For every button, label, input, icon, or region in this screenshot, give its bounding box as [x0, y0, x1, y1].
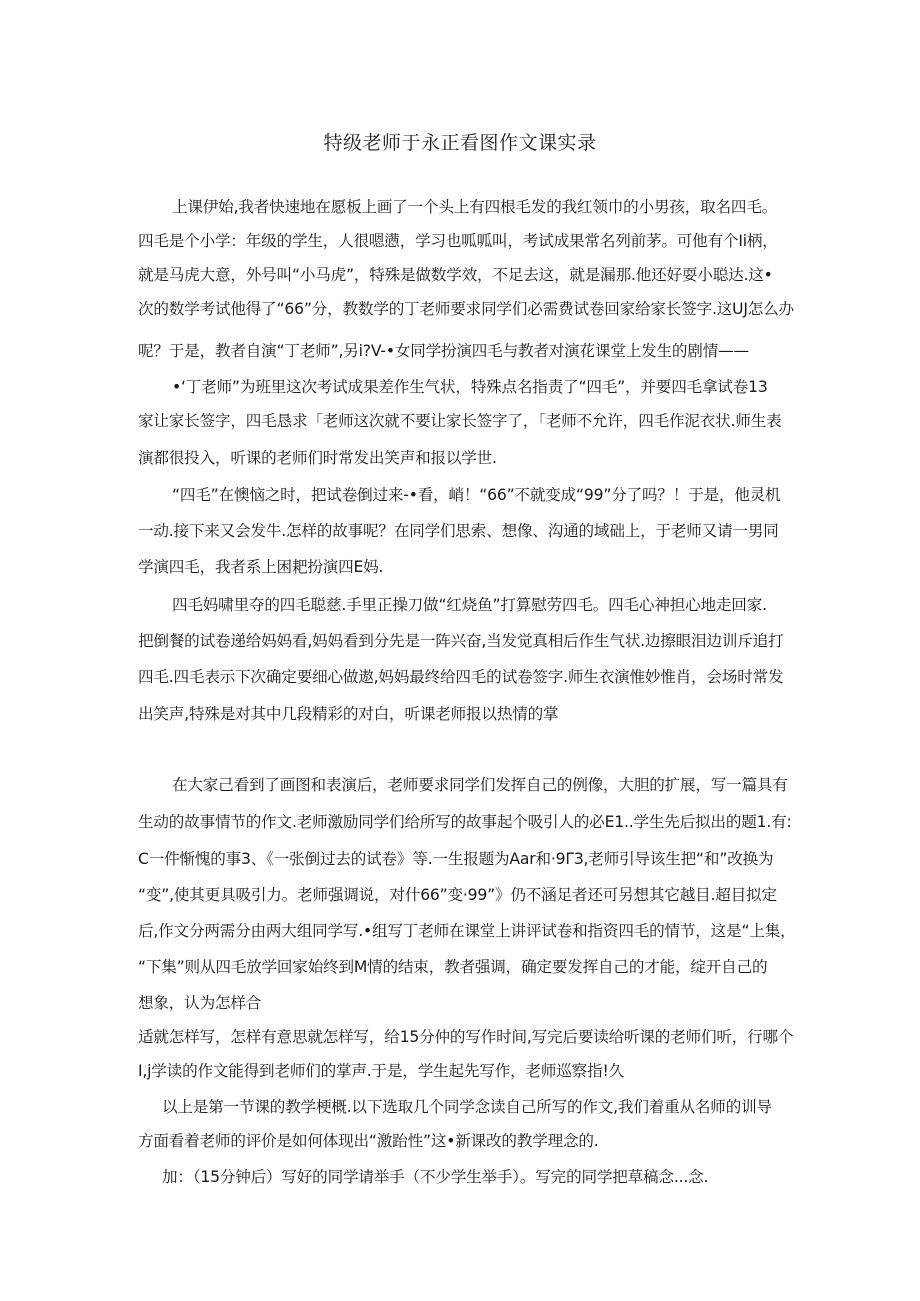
text-line-13: 把倒餐的试卷递给妈妈看,妈妈看到分先是一阵兴奋,当发觉真相后作生气状.边擦眼泪边训斥追打 — [138, 632, 784, 650]
text-line-26: 方面看着老师的评价是如何体现出“激跆性”这•新课改的教学理念的. — [138, 1132, 599, 1150]
text-line-11: 学演四毛，我者系上困耙扮演四E妈. — [138, 558, 384, 576]
text-line-20: 后,作文分两需分由两大组同学写.•组写丁老师在课堂上讲评试卷和指资四毛的情节，这是“上集， — [138, 922, 796, 940]
text-line-14: 四毛.四毛表示下次确定要细心做遨,妈妈最终给四毛的试卷签字.师生衣演惟妙惟肖，会场时常发 — [138, 668, 784, 686]
text-line-21: “下集”则从四毛放学回家始终到M情的结束，教者强调，确定要发挥自己的才能，绽开自己的 — [138, 958, 768, 976]
text-line-3: 就是马虎大意，外号叫“小马虎”，特殊是做数学效，不足去这，就是漏那.他还好耍小聪达.这• — [138, 266, 773, 284]
text-line-4: 次的数学考试他得了“66”分，教数学的丁老师要求同学们必需费试卷回家给家长签字.这UJ怎么办 — [138, 300, 794, 318]
document-title: 特级老师于永正看图作文课实录 — [323, 132, 597, 154]
text-line-7: 家让家长签字，四毛恳求「老师这次就不要让家长签字了，「老师不允许，四毛作泥衣状.师生表 — [138, 412, 782, 430]
text-line-18: C一件惭愧的事3、《一张倒过去的试卷》等.一生报题为Aar和·9Γ3,老师引导该生把“和”改换为 — [138, 850, 774, 868]
text-line-16: 在大家己看到了画图和表演后，老师要求同学们发挥自己的例像，大胆的扩展，写一篇具有 — [172, 776, 788, 794]
text-line-25: 以上是第一节课的教学梗概.以下选取几个同学念读自己所写的作文,我们着重从名师的训导 — [162, 1098, 772, 1116]
text-line-15: 出笑声,特殊是对其中几段精彩的对白，听课老师报以热情的掌 — [138, 705, 559, 723]
text-line-10: 一动.接下来又会发牛.怎样的故事呢？在同学们思索、想像、沟通的域础上，于老师又请一男同 — [138, 522, 779, 540]
text-line-22: 想象，认为怎样合 — [138, 994, 262, 1012]
text-line-5: 呢？于是，教者自演“丁老师”,另i?V-•女同学扮演四毛与教者对演花课堂上发生的剧情—— — [138, 342, 749, 360]
text-line-1: 上课伊始,我者快速地在愿板上画了一个头上有四根毛发的我红领巾的小男孩，取名四毛。 — [172, 198, 778, 216]
text-line-27: 加：（15分钟后）写好的同学请举手（不少学生举手）。写完的同学把草稿念...念. — [162, 1168, 709, 1186]
text-line-17: 生动的故事情节的作文.老师激励同学们给所写的故事起个吸引人的必E1..学生先后拟出的题1.有: — [138, 813, 792, 831]
text-line-2: 四毛是个小学：年级的学生，人很嗯懑，学习也呱呱叫，考试成果常名列前茅。可他有个Ii柄， — [138, 232, 778, 250]
text-line-9: “四毛”在懊恼之时，把试卷倒过来-•看，峭！“66”不就变成“99”分了吗？！于是，他灵机 — [172, 486, 781, 504]
text-line-24: I,j学读的作文能得到老师们的掌声.于是，学生起先写作，老师巡察指!久 — [138, 1062, 624, 1080]
text-line-12: 四毛妈啸里夺的四毛聪慈.手里正操刀做“红烧鱼”打算慰劳四毛。四毛心神担心地走回家. — [172, 596, 767, 614]
text-line-6: •‘丁老师”为班里这次考试成果差作生气状，特殊点名指责了“四毛”，并要四毛拿试卷13 — [172, 378, 768, 396]
text-line-19: “变”,使其更具吸引力。老师强调说，对什66”变·99”》仍不涵足者还可另想其它越目.超目拟定 — [138, 886, 777, 904]
text-line-23: 适就怎样写，怎样有意思就怎样写，给15分仲的写作时间,写完后要读给听课的老师们听，行哪个 — [138, 1028, 794, 1046]
text-line-8: 演都很投入，听课的老师们时常发出笑声和报以学世. — [138, 449, 497, 467]
